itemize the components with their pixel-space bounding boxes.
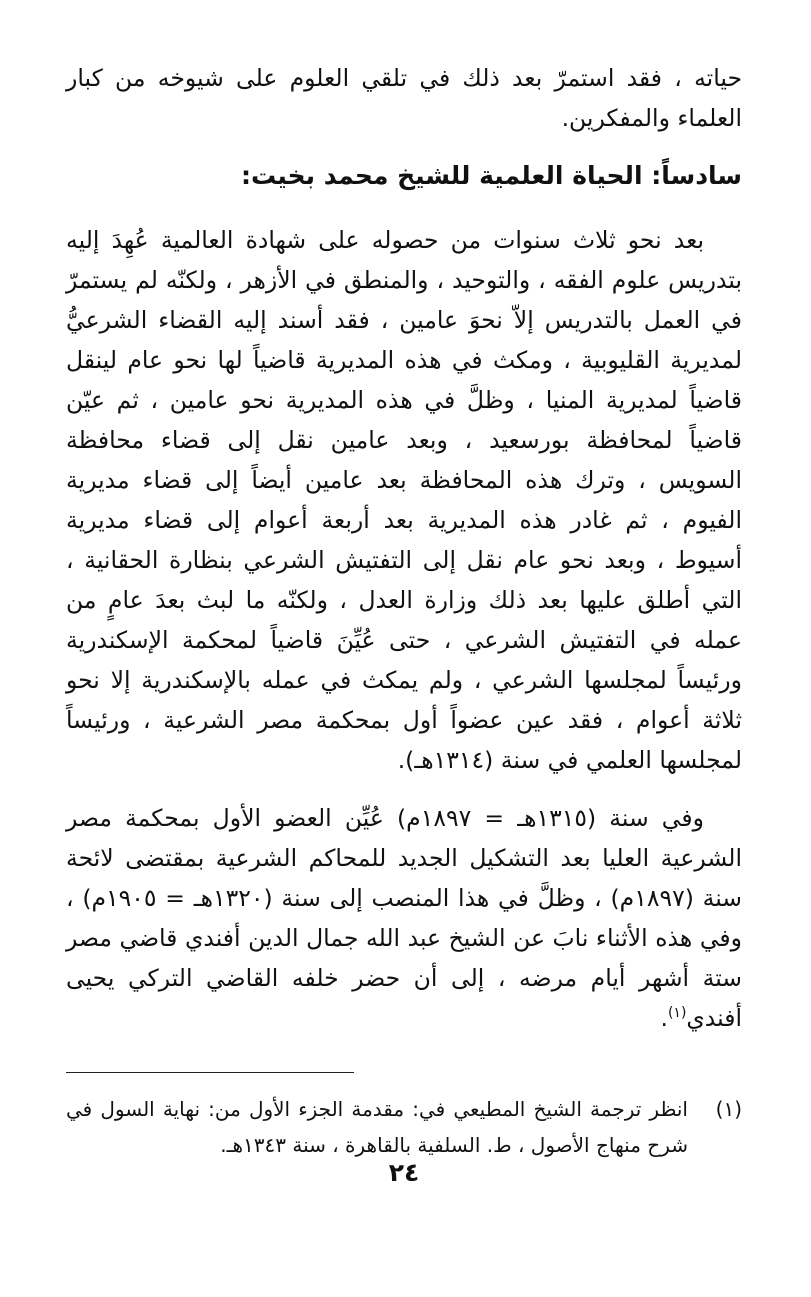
body-paragraph xyxy=(66,798,742,1038)
body-paragraph-text: وفي سنة (١٣١٥هـ = ١٨٩٧م) عُيِّن العضو الأول بمحكمة مصر الشرعية العليا بعد التشكيل الجديد للمحاكم الشرعية بمقتضى لائحة سنة (١٨٩٧م) ، وظلَّ في هذا المنصب إلى سنة (١٣٢٠هـ = ١٩٠٥م) ، وفي هذه الأثناء نابَ عن الشيخ عبد الله جمال الدين أفندي قاضي مصر ستة أشهر أيام مرضه ، إلى أن حضر خلفه القاضي التركي يحيى أفندي xyxy=(66,804,742,1032)
footnote xyxy=(66,1091,742,1163)
footnote-reference[interactable]: (١) xyxy=(667,1005,687,1022)
section-heading: سادساً: الحياة العلمية للشيخ محمد بخيت: xyxy=(240,161,742,190)
paragraph-end-punctuation: . xyxy=(660,1004,668,1032)
footnote-number: (١) xyxy=(715,1097,742,1121)
intro-paragraph: حياته ، فقد استمرّ بعد ذلك في تلقي العلوم على شيوخه من كبار العلماء والمفكرين. xyxy=(66,64,742,132)
body-paragraph: بعد نحو ثلاث سنوات من حصوله على شهادة العالمية عُهِدَ إليه بتدريس علوم الفقه ، والتوحيد ، والمنطق في الأزهر ، ولكنّه لم يستمرّ في العمل بالتدريس إلاّ نحوَ عامين ، فقد أسند إليه القضاء الشرعيُّ لمديرية القليوبية ، ومكث في هذه المديرية قاضياً لها نحو عام لينقل قاضياً لمديرية المنيا ، وظلَّ في هذه المديرية نحو عامين ، ثم عيّن قاضياً لمحافظة بورسعيد ، وبعد عامين نقل إلى قضاء محافظة السويس ، وترك هذه المحافظة بعد عامين أيضاً إلى قضاء مديرية الفيوم ، ثم غادر هذه المديرية بعد أربعة أعوام إلى قضاء مديرية أسيوط ، وبعد نحو عام نقل إلى التفتيش الشرعي بنظارة الحقانية ، التي أطلق عليها بعد ذلك وزارة العدل ، ولكنّه ما لبث بعدَ عامٍ من عمله في التفتيش الشرعي ، حتى عُيِّنَ قاضياً لمحكمة الإسكندرية ورئيساً لمجلسها الشرعي ، ولم يمكث في عمله بالإسكندرية إلا نحو ثلاثة أعوام ، فقد عين عضواً أول بمحكمة مصر الشرعية ، ورئيساً لمجلسها العلمي في سنة (١٣١٤هـ). xyxy=(66,226,742,774)
footnote-text: انظر ترجمة الشيخ المطيعي في: مقدمة الجزء الأول من: نهاية السول في شرح منهاج الأصول ، ط. السلفية بالقاهرة ، سنة ١٣٤٣هـ. xyxy=(66,1097,688,1157)
page-number: ٢٤ xyxy=(388,1158,420,1187)
footnote-divider xyxy=(66,1072,354,1073)
book-page xyxy=(66,58,742,1258)
